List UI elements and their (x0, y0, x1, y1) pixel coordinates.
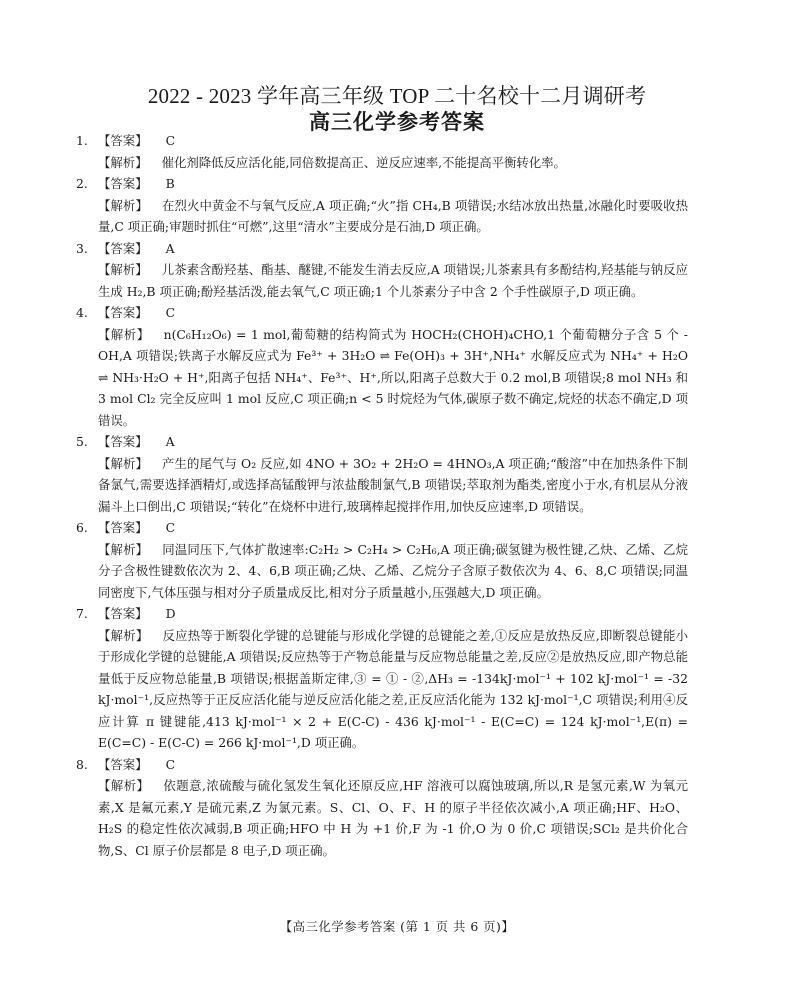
answer-tag: 【答案】 (98, 756, 148, 772)
answer-tag: 【答案】 (98, 176, 148, 191)
analysis-tag: 【解析】 (98, 262, 148, 277)
question-number: 6. (76, 520, 88, 535)
question-number: 5. (76, 434, 88, 449)
answer-tag: 【答案】 (98, 606, 148, 621)
answer-value: C (165, 133, 176, 148)
page-footer: 【高三化学参考答案 (第 1 页 共 6 页)】 (279, 919, 515, 934)
answer-value: C (165, 756, 176, 772)
question-item (76, 173, 688, 238)
answer-value: A (165, 240, 175, 256)
question-number: 4. (76, 305, 88, 320)
answer-tag: 【答案】 (98, 434, 148, 449)
analysis-text: 儿茶素含酚羟基、酯基、醚键,不能发生消去反应,A 项错误;儿茶素具有多酚结构,羟基能与钠反应生成 H₂,B 项正确;酚羟基活泼,能去氧气,C 项正确;1 个儿茶素分子中含 2 个手性碳原子,D 项正确。 (98, 262, 688, 299)
question-item (76, 431, 688, 517)
question-item (76, 517, 688, 603)
answer-value: A (165, 434, 175, 449)
answer-tag: 【答案】 (98, 240, 148, 256)
analysis-text: 同温同压下,气体扩散速率:C₂H₂ > C₂H₄ > C₂H₆,A 项正确;碳氢键为极性键,乙炔、乙烯、乙烷分子含极性键数依次为 2、4、6,B 项正确;乙炔、乙烯、乙烷分子含原子数依次为 4、6、8,C 项错误;同温同密度下,气体压强与相对分子质量成反比,相对分子质量越小,压强越大,D 项正确。 (98, 541, 688, 600)
answer-tag: 【答案】 (98, 520, 148, 535)
answer-value: D (165, 606, 176, 621)
question-number: 7. (76, 606, 88, 621)
question-number: 1. (76, 133, 88, 148)
analysis-tag: 【解析】 (98, 154, 148, 170)
exam-title: 2022 - 2023 学年高三年级 TOP 二十名校十二月调研考 (147, 84, 647, 108)
answer-tag: 【答案】 (98, 133, 148, 148)
question-number: 8. (76, 756, 88, 772)
analysis-tag: 【解析】 (98, 541, 149, 557)
answer-value: C (165, 305, 176, 320)
question-item (76, 238, 688, 303)
answer-list (76, 130, 688, 861)
question-item (76, 130, 688, 173)
question-number: 3. (76, 240, 88, 256)
answer-tag: 【答案】 (98, 305, 148, 320)
analysis-tag: 【解析】 (98, 455, 148, 471)
answer-value: B (165, 176, 175, 191)
analysis-text: n(C₆H₁₂O₆) = 1 mol,葡萄糖的结构简式为 HOCH₂(CHOH)₄CHO,1 个葡萄糖分子含 5 个 -OH,A 项错误;铁离子水解反应式为 Fe³⁺ + 3H₂O ⇌ Fe(OH)₃ + 3H⁺,NH₄⁺ 水解反应式为 NH₄⁺ + H₂O ⇌ NH₃·H₂O + H⁺,阳离子包括 NH₄⁺、Fe³⁺、H⁺,所以,阳离子总数大于 0.2 mol,B 项错误;8 mol NH₃ 和 3 mol Cl₂ 完全反应叫 1 mol 反应,C 项正确;n < 5 时烷烃为气体,碳原子数不确定,烷烃的状态不确定,D 项错误。 (98, 326, 688, 428)
analysis-text: 催化剂降低反应活化能,同倍数提高正、逆反应速率,不能提高平衡转化率。 (161, 154, 566, 170)
question-item (76, 603, 688, 754)
analysis-tag: 【解析】 (98, 778, 150, 793)
analysis-text: 依题意,浓硫酸与硫化氢发生氧化还原反应,HF 溶液可以腐蚀玻璃,所以,R 是氢元素,W 为氧元素,X 是氟元素,Y 是硫元素,Z 为氯元素。S、Cl、O、F、H 的原子半径依次减小,A 项正确;HF、H₂O、H₂S 的稳定性依次减弱,B 项正确;HFO 中 H 为 +1 价,F 为 -1 价,O 为 0 价,C 项错误;SCl₂ 是共价化合物,S、Cl 原子价层都是 8 电子,D 项正确。 (98, 778, 688, 858)
question-number: 2. (76, 176, 88, 191)
analysis-tag: 【解析】 (98, 197, 148, 213)
question-item (76, 754, 688, 862)
analysis-text: 产生的尾气与 O₂ 反应,如 4NO + 3O₂ + 2H₂O = 4HNO₃,A 项正确;“酸溶”中在加热条件下制备氯气,需要选择酒精灯,或选择高锰酸钾与浓盐酸制氯气,B 项错误;萃取剂为酯类,密度小于水,有机层从分液漏斗上口倒出,C 项错误;“转化”在烧杯中进行,玻璃棒起搅拌作用,加快反应速率,D 项错误。 (98, 455, 688, 514)
analysis-text: 反应热等于断裂化学键的总键能与形成化学键的总键能之差,①反应是放热反应,即断裂总键能小于形成化学键的总键能,A 项错误;反应热等于产物总能量与反应物总能量之差,反应②是放热反应,即产物总能量低于反应物总能量,B 项错误;根据盖斯定律,③ = ① - ②,ΔH₃ = -134kJ·mol⁻¹ + 102 kJ·mol⁻¹ = -32 kJ·mol⁻¹,反应热等于正反应活化能与逆反应活化能之差,正反应活化能为 132 kJ·mol⁻¹,C 项错误;利用④反应计算 π 键键能,413 kJ·mol⁻¹ × 2 + E(C-C) - 436 kJ·mol⁻¹ - E(C=C) = 124 kJ·mol⁻¹,E(π) = E(C=C) - E(C-C) = 266 kJ·mol⁻¹,D 项正确。 (98, 627, 688, 750)
analysis-tag: 【解析】 (98, 627, 149, 643)
document-subtitle: 高三化学参考答案 (309, 110, 485, 134)
analysis-tag: 【解析】 (98, 326, 150, 342)
answer-value: C (165, 520, 176, 535)
analysis-text: 在烈火中黄金不与氧气反应,A 项正确;“火”指 CH₄,B 项错误;水结冰放出热量,冰融化时要吸收热量,C 项正确;审题时抓住“可燃”,这里“清水”主要成分是石油,D 项正确。 (98, 197, 688, 234)
question-item (76, 302, 688, 431)
